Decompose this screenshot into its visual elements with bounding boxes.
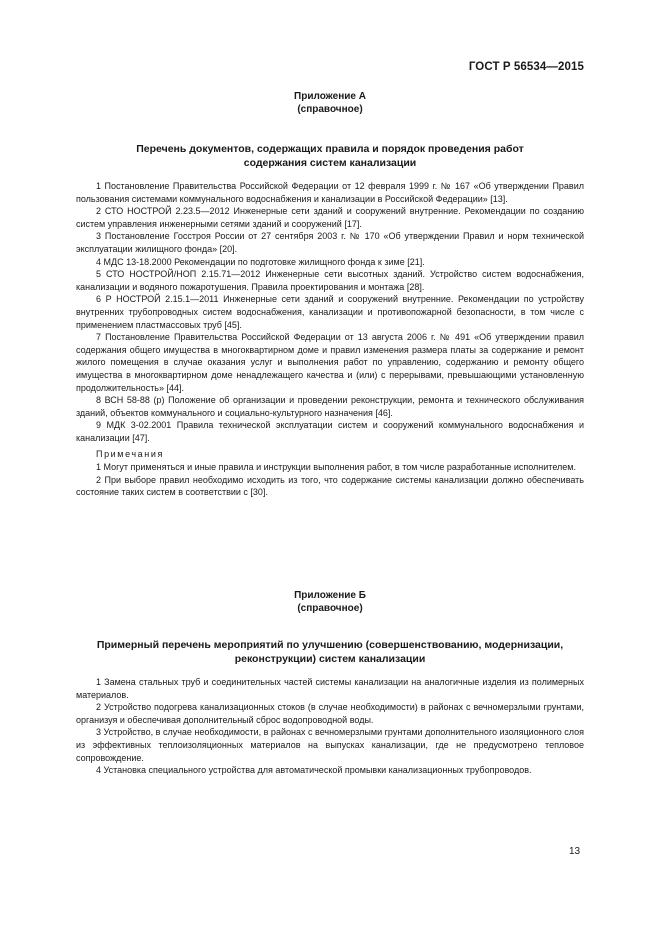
appendix-a-title-line1: Перечень документов, содержащих правила и порядок проведения работ bbox=[136, 143, 524, 155]
list-item: 7 Постановление Правительства Российской Федерации от 13 августа 2006 г. № 491 «Об утверждении правил содержания общего имущества в многоквартирном доме и правил изменения размера платы за содержание и ремонт жилого помещения в случае оказания услуг и выполнения работ по управлению, содержанию и ремонту общего имущества в многоквартирном доме ненадлежащего качества и (или) с перерывами, превышающими установленную продолжительность» [44]. bbox=[76, 332, 584, 393]
appendix-b-label: Приложение Б bbox=[294, 590, 366, 601]
page-number: 13 bbox=[569, 846, 581, 857]
list-item: 6 Р НОСТРОЙ 2.15.1—2011 Инженерные сети зданий и сооружений внутренние. Рекомендации по устройству внутренних трубопроводных систем водоснабжения, канализации и противопожарной безопасности, в том числе с применением пластмассовых труб [45]. bbox=[76, 294, 584, 330]
list-item: 4 Установка специального устройства для автоматической промывки канализационных трубопроводов. bbox=[96, 765, 532, 776]
appendix-a-title bbox=[76, 142, 584, 170]
appendix-b-kind: (справочное) bbox=[297, 603, 363, 614]
appendix-a-kind: (справочное) bbox=[297, 104, 363, 115]
list-item: 3 Устройство, в случае необходимости, в районах с вечномерзлыми грунтами дополнительного изоляционного слоя из эффективных теплоизоляционных материалов на выпусках канализации, где не предусмотрено тепловое сопровождение. bbox=[76, 727, 584, 763]
list-item: 4 МДС 13-18.2000 Рекомендации по подготовке жилищного фонда к зиме [21]. bbox=[96, 256, 425, 267]
list-item: 3 Постановление Госстроя России от 27 сентября 2003 г. № 170 «Об утверждении Правил и норм технической эксплуатации жилищного фонда» [20]. bbox=[76, 231, 584, 254]
appendix-b-title bbox=[76, 638, 584, 666]
list-item: 1 Постановление Правительства Российской Федерации от 12 февраля 1999 г. № 167 «Об утверждении Правил пользования системами коммунального водоснабжения и канализации в Российской Федерации» [13]. bbox=[76, 181, 584, 204]
appendix-a-label: Приложение А bbox=[294, 91, 366, 102]
notes-heading: Примечания bbox=[96, 449, 164, 460]
list-item: 2 СТО НОСТРОЙ 2.23.5—2012 Инженерные сети зданий и сооружений внутренние. Рекомендации по созданию систем управления инженерными сетями зданий и сооружений [17]. bbox=[76, 206, 584, 229]
appendix-b-title-line1: Примерный перечень мероприятий по улучшению (совершенствованию, модернизации, bbox=[96, 639, 564, 651]
list-item: 1 Замена стальных труб и соединительных частей системы канализации на аналогичные изделия из полимерных материалов. bbox=[76, 677, 584, 700]
appendix-a-heading bbox=[76, 90, 584, 116]
list-item: 9 МДК 3-02.2001 Правила технической эксплуатации систем и сооружений коммунального водоснабжения и канализации [47]. bbox=[76, 420, 584, 443]
list-item: 8 ВСН 58-88 (р) Положение об организации и проведении реконструкции, ремонта и технического обслуживания зданий, объектов коммунального и социально-культурного назначения [46]. bbox=[76, 395, 584, 418]
list-item: 5 СТО НОСТРОЙ/НОП 2.15.71—2012 Инженерные сети высотных зданий. Устройство систем водоснабжения, канализации и водяного пожаротушения. Правила проектирования и монтажа [28]. bbox=[76, 269, 584, 292]
appendix-a-title-line2: содержания систем канализации bbox=[243, 157, 417, 169]
document-code: ГОСТ Р 56534—2015 bbox=[468, 61, 584, 73]
appendix-b-list bbox=[76, 676, 584, 777]
appendix-b-heading bbox=[76, 589, 584, 615]
appendix-a-list bbox=[76, 180, 584, 499]
appendix-b-title-line2: реконструкции) систем канализации bbox=[234, 653, 426, 665]
note-item: 2 При выборе правил необходимо исходить из того, что содержание системы канализации должно обеспечивать состояние таких систем в соответствии с [30]. bbox=[76, 474, 584, 498]
note-item: 1 Могут применяться и иные правила и инструкции выполнения работ, в том числе разработанные исполнителем. bbox=[96, 462, 576, 473]
list-item: 2 Устройство подогрева канализационных стоков (в случае необходимости) в районах с вечномерзлыми грунтами, организуя и обеспечивая дополнительный сброс водопроводной воды. bbox=[76, 702, 584, 725]
